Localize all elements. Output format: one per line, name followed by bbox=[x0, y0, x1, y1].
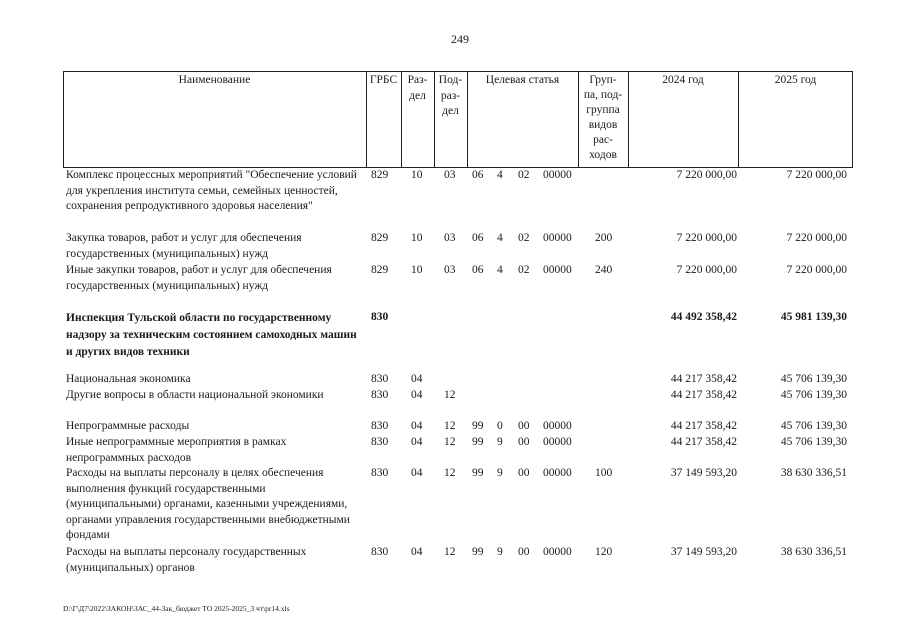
row-amount-2025: 45 706 139,30 bbox=[780, 373, 847, 385]
row-grbs: 830 bbox=[371, 389, 389, 401]
header-grbs: ГРБС bbox=[369, 74, 398, 86]
row-name: Национальная экономика bbox=[66, 373, 191, 385]
row-grbs: 830 bbox=[371, 420, 389, 432]
row-target-direction: 00000 bbox=[543, 546, 572, 558]
header-razdel: Раз- дел bbox=[407, 74, 428, 102]
row-target-direction: 00000 bbox=[543, 436, 572, 448]
row-amount-2025: 45 706 139,30 bbox=[780, 389, 847, 401]
row-name: Расходы на выплаты персоналу в целях обеспечения выполнения функций государственными (муниципальными) органами, казенными учреждениями, органами управления государственными внебюджетными фондами bbox=[66, 467, 350, 541]
row-amount-2024: 7 220 000,00 bbox=[676, 232, 737, 244]
row-name: Комплекс процессных мероприятий "Обеспечение условий для укрепления института семьи, семейных ценностей, сохранения репродуктивного здоровья населения" bbox=[66, 169, 357, 212]
row-amount-2024: 44 217 358,42 bbox=[670, 436, 737, 448]
header-2024: 2024 год bbox=[662, 74, 704, 86]
row-podrazdel: 12 bbox=[444, 389, 456, 401]
row-podrazdel: 03 bbox=[444, 232, 456, 244]
row-razdel: 10 bbox=[411, 169, 423, 181]
row-target-complex: 00 bbox=[518, 420, 530, 432]
row-grbs: 830 bbox=[371, 311, 389, 323]
header-2025: 2025 год bbox=[774, 74, 817, 86]
row-name: Другие вопросы в области национальной экономики bbox=[66, 389, 324, 401]
row-target-program: 06 bbox=[472, 232, 484, 244]
row-target-program: 99 bbox=[472, 420, 484, 432]
row-razdel: 04 bbox=[411, 420, 423, 432]
row-amount-2025: 7 220 000,00 bbox=[786, 264, 847, 276]
row-target-type: 9 bbox=[497, 467, 503, 479]
row-name: Закупка товаров, работ и услуг для обеспечения государственных (муниципальных) нужд bbox=[66, 232, 302, 260]
row-target-complex: 00 bbox=[518, 436, 530, 448]
row-target-type: 4 bbox=[497, 264, 503, 276]
row-target-type: 9 bbox=[497, 436, 503, 448]
row-razdel: 10 bbox=[411, 264, 423, 276]
row-target-program: 99 bbox=[472, 436, 484, 448]
row-amount-2024: 44 217 358,42 bbox=[670, 373, 737, 385]
header-podrazdel: Под- раз- дел bbox=[438, 74, 463, 117]
row-target-type: 4 bbox=[497, 169, 503, 181]
row-razdel: 04 bbox=[411, 467, 423, 479]
row-grbs: 830 bbox=[371, 373, 389, 385]
row-amount-2024: 7 220 000,00 bbox=[676, 264, 737, 276]
row-target-complex: 00 bbox=[518, 467, 530, 479]
row-podrazdel: 03 bbox=[444, 169, 456, 181]
row-grbs: 830 bbox=[371, 436, 389, 448]
file-path-footer: D:\Г\Д7\2022\ЗАКОН\ЗАС_44-Зак_бюджет ТО 2025-2025_3 чт\pr14.xls bbox=[63, 604, 290, 613]
row-target-complex: 00 bbox=[518, 546, 530, 558]
row-target-program: 99 bbox=[472, 546, 484, 558]
row-target-program: 06 bbox=[472, 169, 484, 181]
row-target-type: 0 bbox=[497, 420, 503, 432]
row-amount-2025: 45 706 139,30 bbox=[780, 420, 847, 432]
row-vid: 200 bbox=[595, 232, 613, 244]
row-amount-2025: 7 220 000,00 bbox=[786, 169, 847, 181]
row-target-type: 9 bbox=[497, 546, 503, 558]
row-name: Непрограммные расходы bbox=[66, 420, 190, 432]
row-grbs: 829 bbox=[371, 264, 389, 276]
row-amount-2025: 45 981 139,30 bbox=[780, 311, 847, 323]
row-amount-2024: 7 220 000,00 bbox=[676, 169, 737, 181]
row-razdel: 04 bbox=[411, 546, 423, 558]
row-name: Иные закупки товаров, работ и услуг для обеспечения государственных (муниципальных) нужд bbox=[66, 264, 332, 292]
row-razdel: 10 bbox=[411, 232, 423, 244]
row-grbs: 830 bbox=[371, 546, 389, 558]
row-razdel: 04 bbox=[411, 389, 423, 401]
row-vid: 100 bbox=[595, 467, 613, 479]
row-name: Расходы на выплаты персоналу государственных (муниципальных) органов bbox=[66, 546, 307, 574]
header-vid: Груп- па, под- группа видов рас- ходов bbox=[583, 74, 623, 161]
row-amount-2024: 37 149 593,20 bbox=[670, 467, 737, 479]
row-target-complex: 02 bbox=[518, 264, 530, 276]
row-grbs: 830 bbox=[371, 467, 389, 479]
row-target-program: 06 bbox=[472, 264, 484, 276]
row-target-direction: 00000 bbox=[543, 420, 572, 432]
row-amount-2024: 44 217 358,42 bbox=[670, 389, 737, 401]
row-grbs: 829 bbox=[371, 232, 389, 244]
row-razdel: 04 bbox=[411, 436, 423, 448]
row-name: Инспекция Тульской области по государственному надзору за техническим состоянием самоходных машин и других видов техники bbox=[66, 312, 357, 358]
row-target-direction: 00000 bbox=[543, 169, 572, 181]
row-amount-2025: 45 706 139,30 bbox=[780, 436, 847, 448]
header-name: Наименование bbox=[178, 74, 251, 86]
row-podrazdel: 12 bbox=[444, 436, 456, 448]
row-target-complex: 02 bbox=[518, 169, 530, 181]
row-amount-2025: 38 630 336,51 bbox=[780, 546, 847, 558]
row-grbs: 829 bbox=[371, 169, 389, 181]
row-podrazdel: 12 bbox=[444, 546, 456, 558]
row-target-direction: 00000 bbox=[543, 467, 572, 479]
row-amount-2025: 7 220 000,00 bbox=[786, 232, 847, 244]
row-name: Иные непрограммные мероприятия в рамках непрограммных расходов bbox=[66, 436, 287, 464]
row-amount-2024: 44 217 358,42 bbox=[670, 420, 737, 432]
row-target-type: 4 bbox=[497, 232, 503, 244]
row-vid: 240 bbox=[595, 264, 613, 276]
row-target-program: 99 bbox=[472, 467, 484, 479]
row-amount-2024: 44 492 358,42 bbox=[670, 311, 737, 323]
row-target-direction: 00000 bbox=[543, 232, 572, 244]
row-target-complex: 02 bbox=[518, 232, 530, 244]
row-podrazdel: 03 bbox=[444, 264, 456, 276]
row-vid: 120 bbox=[595, 546, 613, 558]
row-podrazdel: 12 bbox=[444, 420, 456, 432]
row-amount-2024: 37 149 593,20 bbox=[670, 546, 737, 558]
row-amount-2025: 38 630 336,51 bbox=[780, 467, 847, 479]
row-podrazdel: 12 bbox=[444, 467, 456, 479]
row-razdel: 04 bbox=[411, 373, 423, 385]
header-target: Целевая статья bbox=[485, 74, 560, 86]
page-number: 249 bbox=[451, 32, 469, 46]
row-target-direction: 00000 bbox=[543, 264, 572, 276]
